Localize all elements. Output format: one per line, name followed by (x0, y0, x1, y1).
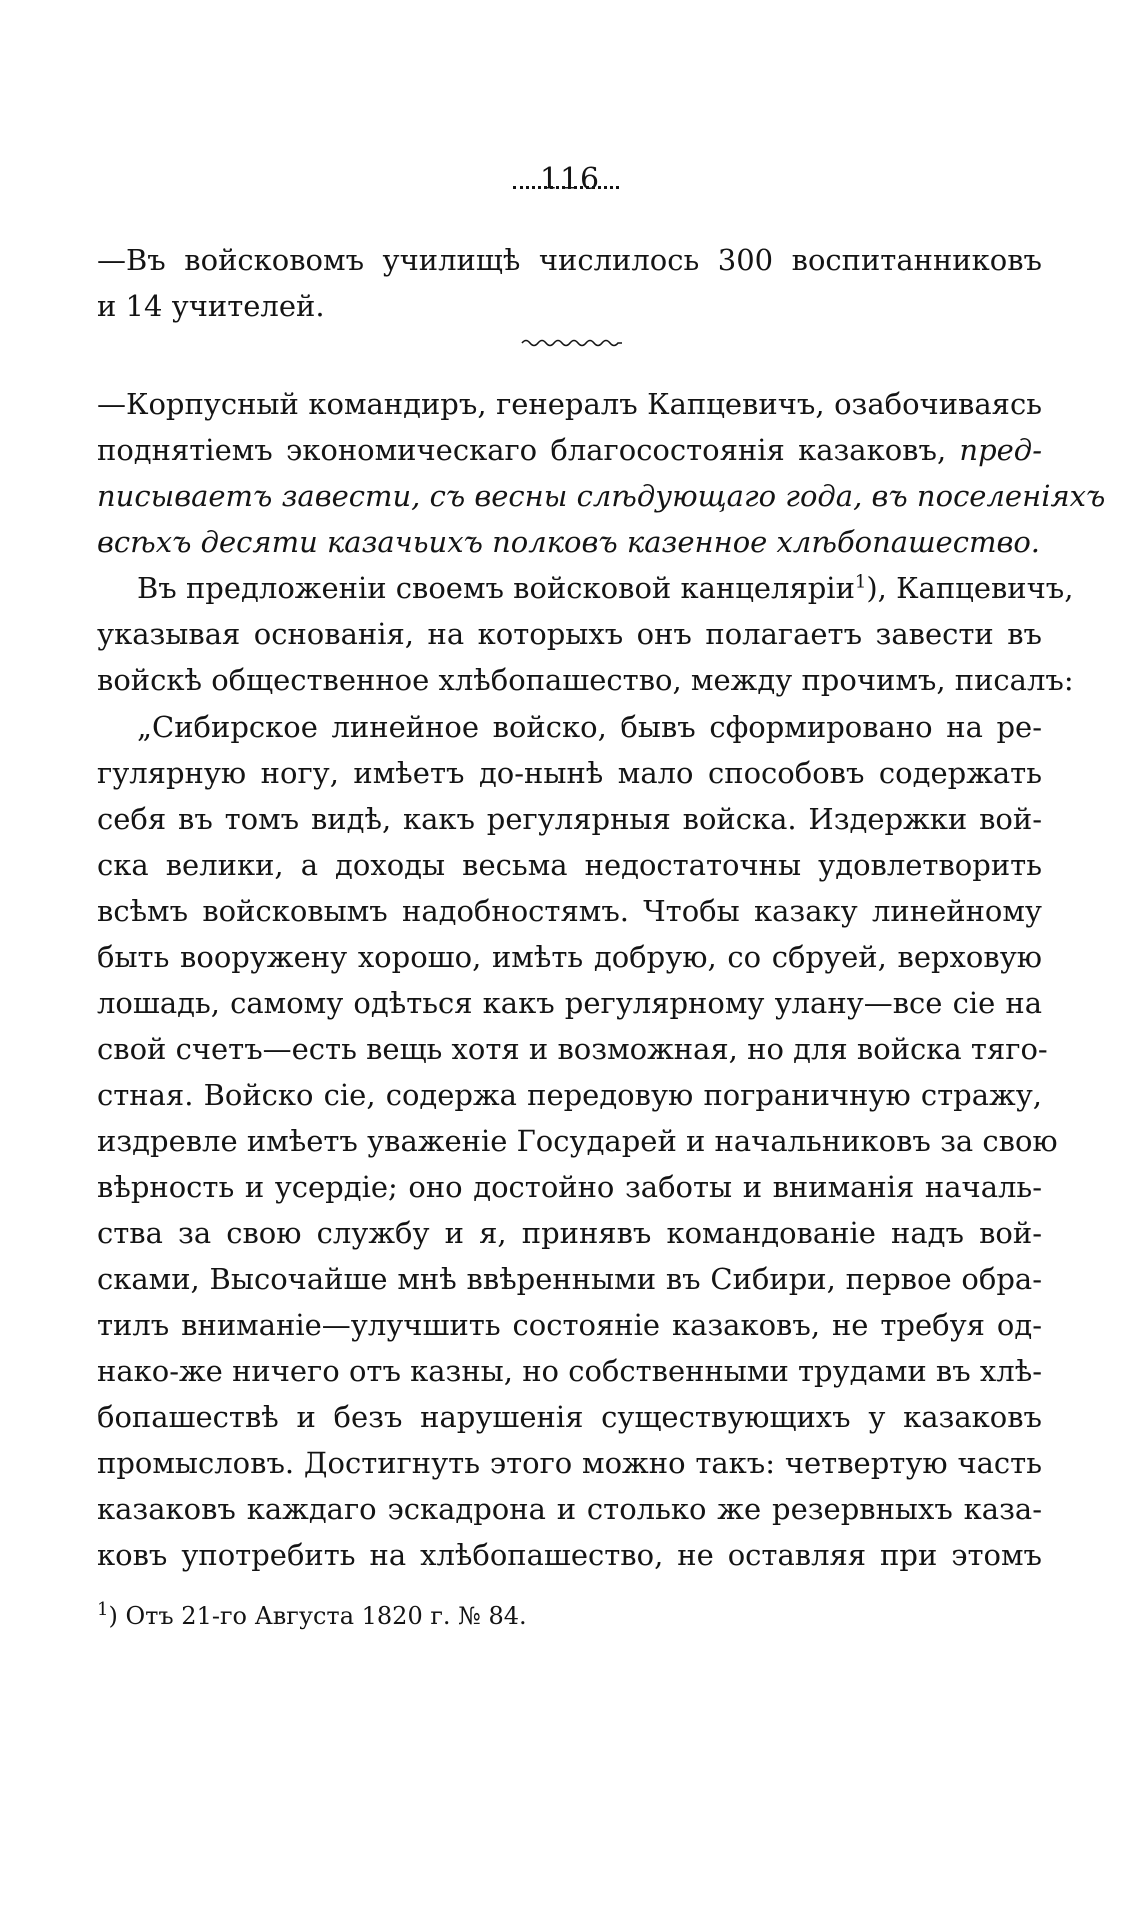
quote-line: промысловъ. Достигнуть этого можно такъ: четвертую часть (97, 1446, 1042, 1480)
paragraph-commander-line-4-italic: всѣхъ десяти казачьихъ полковъ казенное хлѣбопашество. (97, 525, 1041, 559)
quote-line: себя въ томъ видѣ, какъ регулярныя войска. Издержки вой- (97, 802, 1042, 836)
paragraph-proposal-line-1-rest: ), Капцевичъ, (866, 571, 1074, 605)
paragraph-commander-line-3-italic: писываетъ завести, съ весны слѣдующаго года, въ поселеніяхъ (97, 479, 1106, 513)
paragraph-commander-line-2-text: поднятіемъ экономическаго благосостоянія казаковъ, (97, 433, 947, 467)
footnote (97, 1600, 527, 1632)
footnote-text: ) Отъ 21-го Августа 1820 г. № 84. (108, 1602, 527, 1630)
quote-line: гулярную ногу, имѣетъ до-нынѣ мало способовъ содержать (97, 756, 1042, 790)
quote-line: тилъ вниманіе—улучшить состояніе казаковъ, не требуя од- (97, 1308, 1042, 1342)
page-number: 116 (539, 162, 601, 197)
quote-line: лошадь, самому одѣться какъ регулярному улану—все сіе на (97, 986, 1042, 1020)
paragraph-commander-line-3 (97, 476, 1106, 516)
quote-line: быть вооружену хорошо, имѣть добрую, со сбруей, верховую (97, 940, 1042, 974)
quote-line: казаковъ каждаго эскадрона и столько же резервныхъ каза- (97, 1492, 1042, 1526)
paragraph-proposal-line-1-text: Въ предложеніи своемъ войсковой канцеляріи (137, 571, 855, 605)
footnote-reference-mark: 1 (854, 571, 867, 593)
paragraph-commander-line-2 (97, 430, 1042, 470)
quote-line: ковъ употребить на хлѣбопашество, не оставляя при этомъ (97, 1538, 1042, 1572)
quote-line: нако-же ничего отъ казны, но собственными трудами въ хлѣ- (97, 1354, 1042, 1388)
paragraph-proposal-line-3: войскѣ общественное хлѣбопашество, между прочимъ, писалъ: (97, 663, 1074, 697)
quote-line: свой счетъ—есть вещь хотя и возможная, но для войска тяго- (97, 1032, 1048, 1066)
paragraph-commander-line-1: —Корпусный командиръ, генералъ Капцевичъ, озабочиваясь (97, 387, 1042, 421)
page-number-dots (513, 186, 619, 189)
paragraph-commander-line-4 (97, 522, 1042, 562)
paragraph-school-line-1: —Въ войсковомъ училищѣ числилось 300 воспитанниковъ (97, 243, 1042, 277)
paragraph-commander-line-2-italic: пред- (959, 433, 1042, 467)
paragraph-school-line-2: и 14 учителей. (97, 289, 325, 323)
quote-line: всѣмъ войсковымъ надобностямъ. Чтобы казаку линейному (97, 894, 1042, 928)
footnote-mark: 1 (97, 1599, 109, 1620)
quote-line: вѣрность и усердіе; оно достойно заботы и вниманія началь- (97, 1170, 1042, 1204)
quote-line: „Сибирское линейное войско, бывъ сформировано на ре- (137, 710, 1042, 744)
paragraph-proposal-line-1 (137, 568, 1074, 608)
quote-line: ства за свою службу и я, принявъ командованіе надъ вой- (97, 1216, 1042, 1250)
quote-line: бопашествѣ и безъ нарушенія существующихъ у казаковъ (97, 1400, 1042, 1434)
quote-line: стная. Войско сіе, содержа передовую пограничную стражу, (97, 1078, 1042, 1112)
quote-line: издревле имѣетъ уваженіе Государей и начальниковъ за свою (97, 1124, 1058, 1158)
wavy-divider (520, 336, 624, 350)
paragraph-proposal-line-2: указывая основанія, на которыхъ онъ полагаетъ завести въ (97, 617, 1042, 651)
quote-line: ска велики, а доходы весьма недостаточны удовлетворить (97, 848, 1042, 882)
quote-line: сками, Высочайше мнѣ ввѣренными въ Сибири, первое обра- (97, 1262, 1042, 1296)
